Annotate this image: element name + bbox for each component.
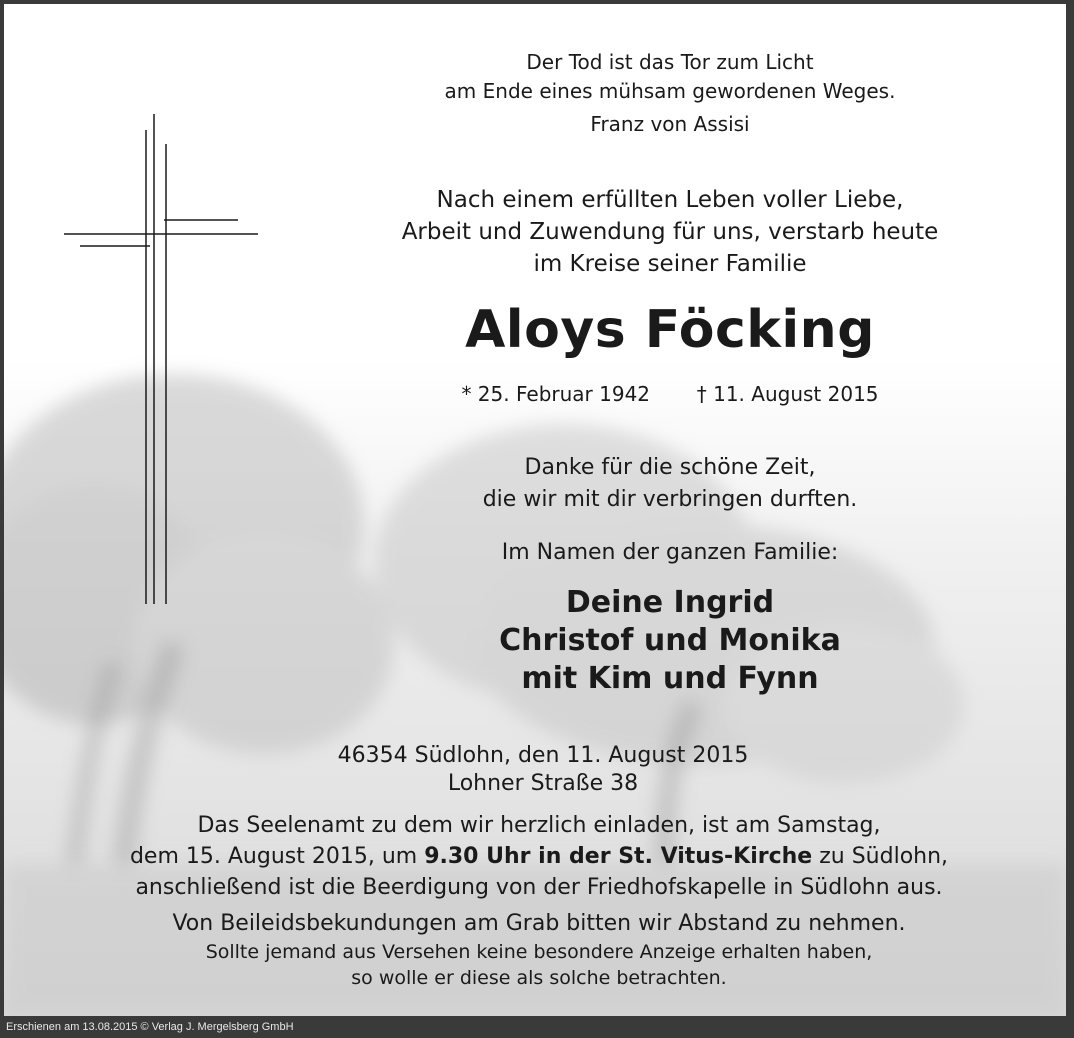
motto-line: am Ende eines mühsam gewordenen Weges. (444, 79, 896, 103)
family-signatures (104, 584, 1066, 698)
intro-line: im Kreise seiner Familie (533, 251, 807, 277)
service-info (4, 810, 1066, 903)
life-dates (104, 382, 1066, 406)
motto (104, 48, 1066, 139)
birth-date: * 25. Februar 1942 (461, 382, 651, 406)
notes (4, 908, 1066, 991)
service-time-place: 9.30 Uhr in der St. Vitus-Kirche (424, 844, 813, 869)
family-intro: Im Namen der ganzen Familie: (501, 540, 839, 565)
note-line: Sollte jemand aus Versehen keine besondere Anzeige erhalten haben, (205, 941, 873, 963)
service-line (4, 841, 1066, 872)
family-line: mit Kim und Fynn (521, 661, 819, 696)
thanks-line: Danke für die schöne Zeit, (524, 455, 816, 480)
address (4, 742, 1066, 798)
publication-footer: Erschienen am 13.08.2015 © Verlag J. Mergelsberg GmbH (6, 1021, 294, 1033)
obituary-card (4, 4, 1066, 1016)
service-town: zu Südlohn, (812, 844, 949, 869)
death-date: † 11. August 2015 (696, 382, 879, 406)
service-line: anschließend ist die Beerdigung von der Friedhofskapelle in Südlohn aus. (135, 875, 943, 900)
address-line: 46354 Südlohn, den 11. August 2015 (337, 743, 749, 768)
family-line: Christof und Monika (499, 623, 841, 658)
deceased-name: Aloys Föcking (465, 300, 875, 360)
intro-line: Arbeit und Zuwendung für uns, verstarb heute (401, 219, 939, 245)
family-line: Deine Ingrid (565, 585, 775, 620)
note-line: so wolle er diese als solche betrachten. (351, 967, 727, 989)
motto-line: Der Tod ist das Tor zum Licht (526, 50, 814, 74)
intro-line: Nach einem erfüllten Leben voller Liebe, (436, 187, 904, 213)
motto-author: Franz von Assisi (590, 112, 750, 136)
thanks (104, 452, 1066, 516)
service-date: dem 15. August 2015, um (129, 844, 425, 869)
thanks-line: die wir mit dir verbringen durften. (482, 487, 858, 512)
note-line: Von Beileidsbekundungen am Grab bitten wir Abstand zu nehmen. (172, 911, 906, 936)
service-line: Das Seelenamt zu dem wir herzlich einladen, ist am Samstag, (197, 813, 881, 838)
intro (104, 184, 1066, 280)
address-line: Lohner Straße 38 (447, 771, 639, 796)
